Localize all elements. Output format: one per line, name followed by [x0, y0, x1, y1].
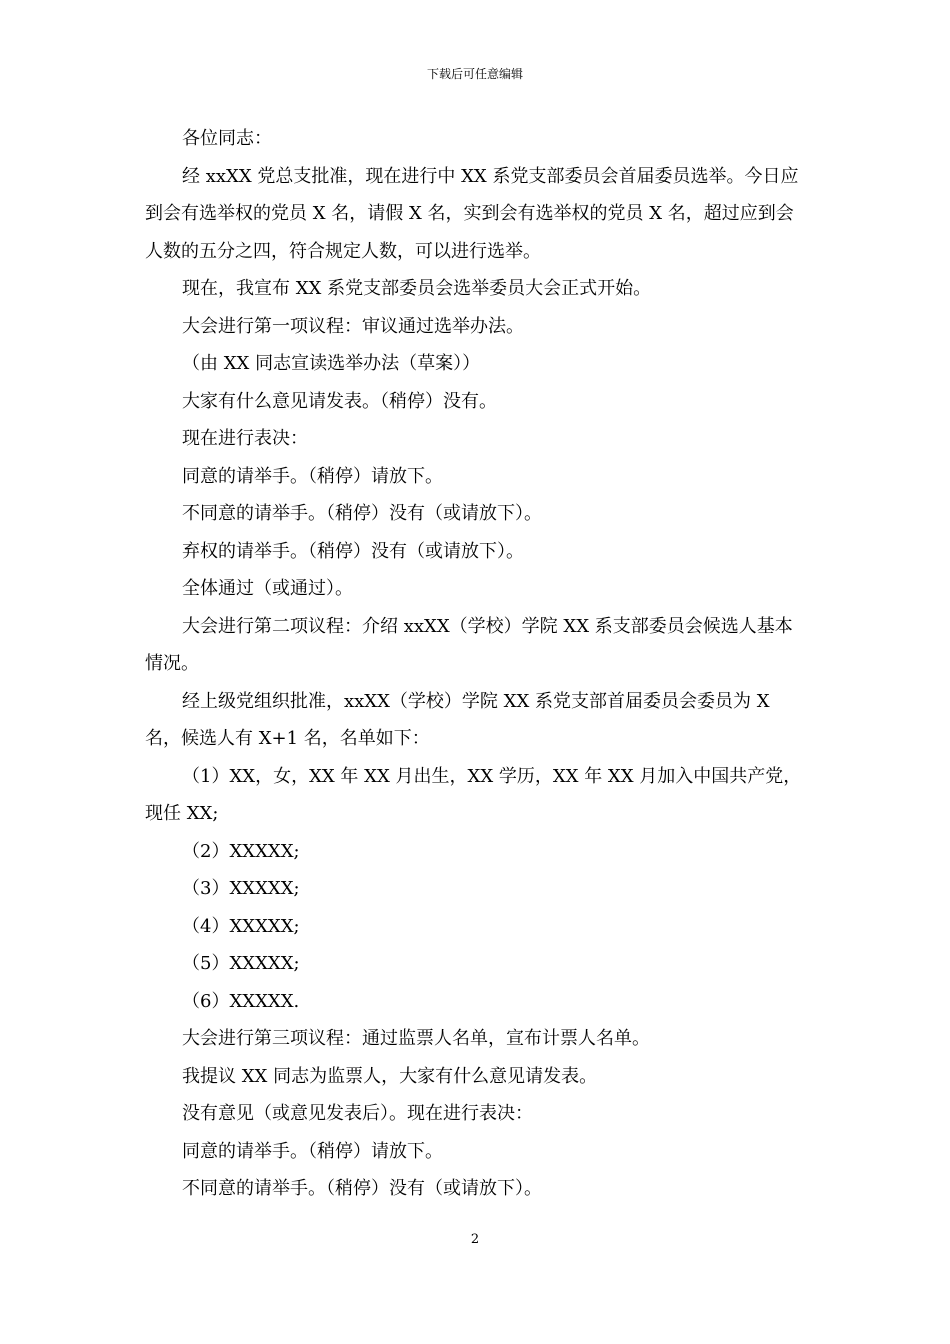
page-number: 2: [470, 1232, 480, 1247]
paragraph: 经 xxXX 党总支批准，现在进行中 XX 系党支部委员会首届委员选举。今日应到会有选举权的党员 X 名，请假 X 名，实到会有选举权的党员 X 名，超过应到会人数的五分之四，符合规定人数，可以进行选举。: [145, 165, 799, 262]
page-header: 下载后可任意编辑: [426, 67, 523, 81]
candidate-item: （2）XXXXX;: [182, 840, 300, 862]
salutation: 各位同志：: [182, 128, 272, 149]
paragraph: 大家有什么意见请发表。（稍停）没有。: [182, 390, 497, 412]
paragraph: 经上级党组织批准，xxXX（学校）学院 XX 系党支部首届委员会委员为 X 名，候选人有 X+1 名，名单如下：: [145, 690, 770, 749]
document-body: [145, 120, 805, 1208]
candidate-item: （1）XX，女，XX 年 XX 月出生，XX 学历，XX 年 XX 月加入中国共产党，现任 XX;: [145, 765, 802, 824]
paragraph: 大会进行第三项议程：通过监票人名单，宣布计票人名单。: [182, 1028, 650, 1049]
paragraph: 弃权的请举手。（稍停）没有（或请放下）。: [182, 540, 524, 562]
paragraph: 全体通过（或通过）。: [182, 578, 353, 599]
paragraph: 大会进行第一项议程：审议通过选举办法。: [182, 315, 524, 337]
candidate-item: （4）XXXXX;: [182, 915, 300, 937]
candidate-item: （6）XXXXX.: [182, 990, 300, 1012]
paragraph: 现在，我宣布 XX 系党支部委员会选举委员大会正式开始。: [182, 278, 652, 299]
paragraph: 没有意见（或意见发表后）。现在进行表决：: [182, 1103, 533, 1124]
paragraph: 现在进行表决：: [182, 428, 308, 449]
paragraph: 不同意的请举手。（稍停）没有（或请放下）。: [182, 503, 542, 524]
paragraph: （由 XX 同志宣读选举办法（草案））: [182, 353, 481, 374]
paragraph: 同意的请举手。（稍停）请放下。: [182, 465, 443, 487]
paragraph: 同意的请举手。（稍停）请放下。: [182, 1140, 443, 1162]
candidate-item: （3）XXXXX;: [182, 878, 300, 899]
paragraph: 我提议 XX 同志为监票人，大家有什么意见请发表。: [182, 1065, 598, 1087]
candidate-item: （5）XXXXX;: [182, 953, 300, 974]
paragraph: 大会进行第二项议程：介绍 xxXX（学校）学院 XX 系支部委员会候选人基本情况。: [145, 615, 793, 674]
paragraph: 不同意的请举手。（稍停）没有（或请放下）。: [182, 1178, 542, 1199]
